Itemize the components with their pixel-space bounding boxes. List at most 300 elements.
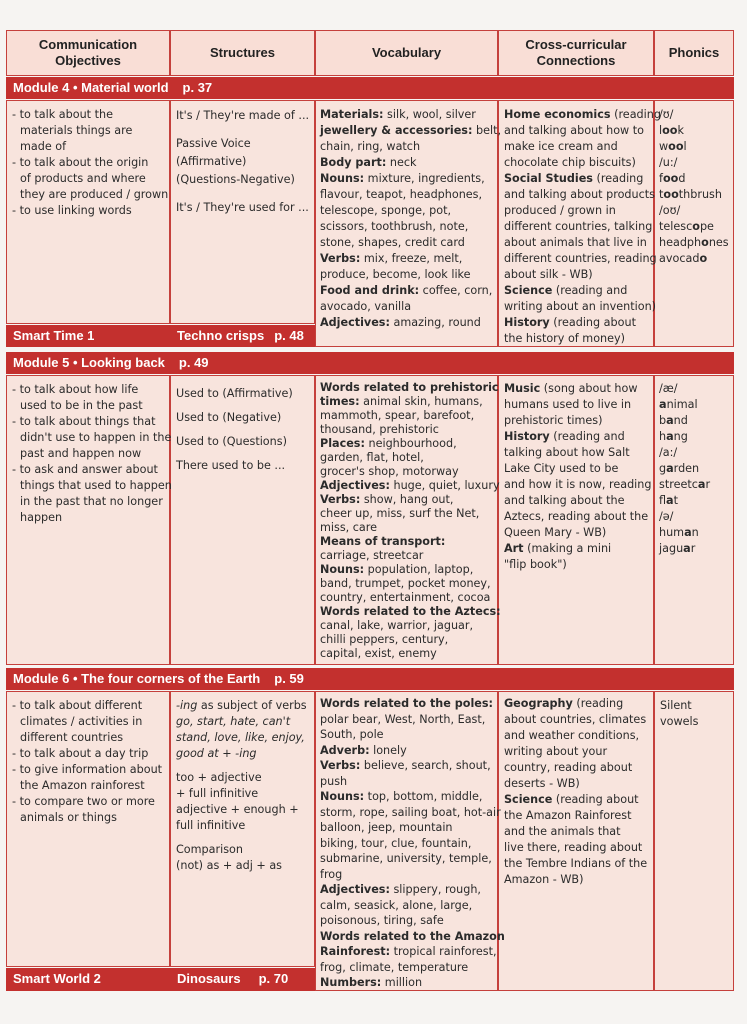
- reader-page: p. 70: [258, 971, 289, 986]
- line-text: writing about your: [504, 745, 608, 758]
- phonics-line: [659, 187, 729, 203]
- line-text: telescope, sponge, pot,: [320, 204, 452, 217]
- phonics-highlight: a: [666, 414, 674, 427]
- phonics-line: [659, 445, 710, 461]
- objective-line: - to talk about the origin: [12, 156, 149, 169]
- structure-text: full infinitive: [176, 819, 246, 832]
- phonics-text: /ə/: [659, 510, 674, 523]
- line-text: (reading and: [552, 284, 628, 297]
- cross-line: [504, 808, 647, 824]
- cross-line: [504, 429, 651, 445]
- phonics-text: nd: [673, 414, 688, 427]
- line-text: produce, become, look like: [320, 268, 471, 281]
- objective-line: things that used to happen: [20, 479, 172, 492]
- spacer: [176, 834, 307, 842]
- phonics-line: [659, 477, 710, 493]
- structure-line: It's / They're made of ...: [176, 109, 310, 122]
- structure-line: [176, 698, 307, 714]
- line-text: scissors, toothbrush, note,: [320, 220, 469, 233]
- objective-line: - to talk about the: [12, 108, 113, 121]
- m4-objectives-list: [12, 107, 168, 219]
- cross-line: [504, 381, 651, 397]
- line-text: about silk - WB): [504, 268, 593, 281]
- phonics-text: t: [659, 188, 664, 201]
- line-text: amazing, round: [389, 316, 481, 329]
- spacer: [176, 762, 307, 770]
- line-text: capital, exist, enemy: [320, 647, 437, 660]
- bold-term: times:: [320, 395, 360, 408]
- structure-line: It's / They're used for ...: [176, 201, 309, 214]
- structure-line: Used to (Negative): [176, 411, 282, 424]
- m5-vocabulary-list: [320, 381, 501, 661]
- line-text: frog, climate, temperature: [320, 960, 469, 974]
- phonics-text: Silent: [660, 699, 692, 712]
- m4-structures-list: [176, 107, 309, 217]
- line-text: canal, lake, warrior, jaguar,: [320, 619, 474, 632]
- cross-line: [504, 139, 661, 155]
- line-text: humans used to live in: [504, 398, 632, 411]
- phonics-line: [659, 461, 710, 477]
- header-phonics: Phonics: [654, 30, 734, 76]
- cross-line: [504, 331, 661, 347]
- vocab-line: [320, 944, 505, 960]
- vocab-line: [320, 805, 505, 821]
- line-text: band, trumpet, pocket money,: [320, 577, 491, 590]
- header-structures: Structures: [170, 30, 315, 76]
- phonics-text: l: [659, 124, 663, 137]
- bold-term: Adjectives:: [320, 883, 390, 896]
- vocab-line: [320, 913, 505, 929]
- line-text: cheer up, miss, surf the Net,: [320, 507, 480, 520]
- phonics-text: ng: [673, 430, 688, 443]
- phonics-highlight: o: [692, 220, 700, 233]
- line-text: belt,: [472, 124, 502, 137]
- phonics-highlight: o: [701, 236, 709, 249]
- bold-term: Art: [504, 542, 524, 555]
- module-6-page: p. 59: [274, 671, 304, 686]
- vocab-line: [320, 315, 501, 331]
- line-text: about animals that live in: [504, 236, 647, 249]
- cross-line: [504, 219, 661, 235]
- vocab-line: [320, 235, 501, 251]
- objective-line: - to talk about how life: [12, 383, 139, 396]
- vocab-line: [320, 619, 501, 633]
- smart-world-2-label: Smart World 2: [6, 968, 170, 991]
- phonics-line: [659, 107, 729, 123]
- objective-line: - to compare two or more: [12, 795, 155, 808]
- phonics-text: /a:/: [659, 446, 678, 459]
- phonics-line: [659, 203, 729, 219]
- objective-line: animals or things: [20, 811, 117, 824]
- line-text: biking, tour, clue, fountain,: [320, 836, 472, 850]
- phonics-text: f: [659, 172, 663, 185]
- phonics-line: [660, 698, 698, 714]
- reader-title: Techno crisps: [177, 328, 265, 343]
- vocab-line: [320, 507, 501, 521]
- vocab-line: [320, 521, 501, 535]
- cross-line: [504, 728, 647, 744]
- line-text: (reading: [610, 108, 661, 121]
- cross-line: [504, 509, 651, 525]
- m6-phonics-cell: [654, 691, 734, 991]
- phonics-line: [659, 171, 729, 187]
- phonics-line: [659, 235, 729, 251]
- bold-term: Social Studies: [504, 172, 593, 185]
- bold-term: Words related to the Aztecs:: [320, 605, 501, 618]
- bold-term: Adverb:: [320, 743, 370, 757]
- phonics-text: headph: [659, 236, 702, 249]
- line-text: show, hang out,: [360, 493, 454, 506]
- line-text: mammoth, spear, barefoot,: [320, 409, 475, 422]
- vocab-line: [320, 251, 501, 267]
- vocab-line: [320, 155, 501, 171]
- bold-term: Words related to prehistoric: [320, 381, 499, 394]
- phonics-line: [659, 397, 710, 413]
- objective-line: - to talk about a day trip: [12, 747, 149, 760]
- cross-line: [504, 251, 661, 267]
- cross-line: [504, 187, 664, 203]
- reader-title: Dinosaurs: [177, 971, 241, 986]
- cross-line: [504, 760, 647, 776]
- line-text: (reading: [592, 172, 644, 185]
- bold-term: Home economics: [504, 108, 611, 121]
- vocab-line: [320, 605, 501, 619]
- line-text: Queen Mary - WB): [504, 526, 607, 539]
- m4-vocabulary-list: [320, 107, 501, 331]
- cross-line: [504, 107, 661, 123]
- vocab-line: [320, 479, 501, 493]
- phonics-line: [659, 123, 729, 139]
- module-4-page: p. 37: [182, 80, 213, 95]
- phonics-line: [659, 429, 710, 445]
- vocab-line: [320, 789, 505, 805]
- vocab-line: [320, 203, 501, 219]
- structure-line: [176, 714, 307, 730]
- line-text: mix, freeze, melt,: [360, 252, 463, 265]
- phonics-text: r: [705, 478, 711, 491]
- cross-line: [504, 557, 651, 573]
- bold-term: Nouns:: [320, 790, 365, 803]
- line-text: poisonous, tiring, safe: [320, 914, 444, 927]
- cross-line: [504, 203, 661, 219]
- m6-objectives-list: [12, 698, 162, 826]
- phonics-text: d: [678, 172, 686, 185]
- bold-term: Body part:: [320, 156, 387, 169]
- m5-phonics-list: [659, 381, 710, 557]
- line-text: coffee, corn,: [419, 284, 493, 297]
- line-text: talking about how Salt: [504, 446, 630, 459]
- objective-line: happen: [20, 511, 63, 524]
- bold-term: Verbs:: [320, 493, 361, 506]
- cross-line: [504, 824, 647, 840]
- phonics-line: [659, 541, 710, 557]
- cross-line: [504, 776, 647, 792]
- cross-line: [504, 267, 661, 283]
- line-text: the history of money): [504, 332, 625, 345]
- structure-line: Passive Voice: [176, 137, 251, 150]
- line-text: carriage, streetcar: [320, 549, 424, 562]
- m6-phonics-list: [660, 698, 698, 730]
- line-text: Aztecs, reading about the: [504, 510, 649, 523]
- phonics-text: vowels: [660, 715, 699, 728]
- bold-term: Music: [504, 382, 541, 395]
- bold-term: Geography: [504, 697, 573, 710]
- line-text: neck: [386, 156, 417, 169]
- phonics-text: h: [659, 430, 667, 443]
- phonics-highlight: a: [697, 478, 706, 491]
- structure-italic: go, start, hate, can't: [176, 715, 291, 728]
- line-text: miss, care: [320, 521, 378, 534]
- phonics-line: [659, 219, 729, 235]
- phonics-text: /æ/: [659, 382, 678, 395]
- cross-line: [504, 712, 647, 728]
- reader-page: p. 48: [274, 328, 304, 343]
- line-text: (song about how: [540, 382, 638, 395]
- vocab-line: [320, 898, 505, 914]
- line-text: (reading: [572, 697, 624, 710]
- module-5-page: p. 49: [178, 355, 209, 370]
- structure-text: Comparison: [176, 843, 243, 856]
- bold-term: Adjectives:: [320, 316, 390, 329]
- line-text: polar bear, West, North, East,: [320, 712, 486, 726]
- module-5-band: [6, 352, 734, 374]
- objective-line: - to give information about: [12, 763, 163, 776]
- line-text: flavour, teapot, headphones,: [320, 188, 483, 201]
- phonics-line: [659, 139, 729, 155]
- line-text: (reading about: [552, 793, 639, 806]
- vocab-line: [320, 465, 501, 479]
- vocab-line: [320, 395, 501, 409]
- cross-line: [504, 123, 661, 139]
- vocab-line: [320, 929, 505, 945]
- bold-term: Adjectives:: [320, 479, 390, 492]
- objective-line: the Amazon rainforest: [20, 779, 145, 792]
- structure-line: (Affirmative): [176, 155, 247, 168]
- vocab-line: [320, 712, 505, 728]
- vocab-line: [320, 187, 501, 203]
- cross-line: [504, 872, 647, 888]
- vocab-line: [320, 267, 501, 283]
- vocab-line: [320, 139, 501, 155]
- line-text: push: [320, 774, 348, 788]
- line-text: chain, ring, watch: [320, 140, 421, 153]
- line-text: South, pole: [320, 728, 384, 741]
- vocab-line: [320, 867, 505, 883]
- phonics-line: [659, 493, 710, 509]
- phonics-line: [659, 155, 729, 171]
- m4-phonics-list: [659, 107, 729, 267]
- header-objectives: Communication Objectives: [6, 30, 170, 76]
- cross-line: [504, 171, 661, 187]
- structure-line: [176, 858, 307, 874]
- vocab-line: [320, 299, 501, 315]
- phonics-line: [659, 509, 710, 525]
- line-text: calm, seasick, alone, large,: [320, 898, 473, 912]
- vocab-line: [320, 107, 501, 123]
- structure-text: as subject of verbs: [197, 699, 307, 712]
- objective-line: used to be in the past: [20, 399, 143, 412]
- phonics-text: n: [691, 526, 699, 539]
- bold-term: Materials:: [320, 108, 384, 121]
- phonics-highlight: oo: [662, 124, 678, 137]
- line-text: stone, shapes, credit card: [320, 236, 465, 249]
- vocab-line: [320, 451, 501, 465]
- cross-line: [504, 235, 661, 251]
- cross-line: [504, 493, 651, 509]
- line-text: top, bottom, middle,: [364, 790, 483, 803]
- m4-crosscurricular-list: [504, 107, 664, 347]
- vocab-line: [320, 591, 501, 605]
- vocab-line: [320, 743, 505, 759]
- phonics-text: fl: [659, 494, 667, 507]
- phonics-text: /ʊ/: [659, 108, 674, 121]
- structure-line: [176, 802, 307, 818]
- structure-text: too + adjective: [176, 771, 262, 784]
- line-text: the Tembre Indians of the: [504, 857, 648, 870]
- structure-text: + full infinitive: [176, 787, 259, 800]
- cross-line: [504, 477, 651, 493]
- cross-line: [504, 856, 647, 872]
- phonics-line: [659, 381, 710, 397]
- objective-line: - to talk about different: [12, 699, 143, 712]
- phonics-text: hum: [659, 526, 685, 539]
- objective-line: - to talk about things that: [12, 415, 156, 428]
- bold-term: Science: [504, 284, 553, 297]
- structure-italic: -ing: [176, 699, 198, 712]
- vocab-line: [320, 882, 505, 898]
- vocab-line: [320, 960, 505, 976]
- phonics-text: rden: [673, 462, 700, 475]
- cross-line: [504, 413, 651, 429]
- m6-crosscurricular-list: [504, 696, 647, 888]
- line-text: tropical rainforest,: [390, 945, 497, 958]
- structure-line: [176, 786, 307, 802]
- line-text: and talking about how to: [504, 124, 644, 137]
- objective-line: of products and where: [20, 172, 146, 185]
- line-text: the Amazon Rainforest: [504, 809, 632, 822]
- phonics-text: /u:/: [659, 156, 678, 169]
- vocab-line: [320, 549, 501, 563]
- phonics-text: r: [690, 542, 696, 555]
- phonics-highlight: a: [666, 494, 674, 507]
- m6-vocabulary-list: [320, 696, 505, 991]
- phonics-text: t: [673, 494, 678, 507]
- line-text: prehistoric times): [504, 414, 603, 427]
- phonics-highlight: oo: [662, 172, 679, 185]
- cross-line: [504, 461, 651, 477]
- phonics-line: [660, 714, 698, 730]
- cross-line: [504, 315, 661, 331]
- vocab-line: [320, 975, 505, 991]
- line-text: and weather conditions,: [504, 729, 640, 742]
- structure-line: Used to (Questions): [176, 435, 287, 448]
- module-6-title: Module 6 • The four corners of the Earth: [13, 671, 261, 686]
- line-text: Lake City used to be: [504, 462, 619, 475]
- objective-line: climates / activities in: [20, 715, 143, 728]
- m5-objectives-list: [12, 382, 172, 526]
- cross-line: [504, 283, 661, 299]
- line-text: country, reading about: [504, 761, 633, 774]
- vocab-line: [320, 283, 501, 299]
- line-text: writing about an invention): [504, 300, 657, 313]
- cross-line: [504, 840, 647, 856]
- reader-techno-crisps: [170, 325, 315, 347]
- phonics-line: [659, 525, 710, 541]
- vocab-line: [320, 696, 505, 712]
- line-text: neighbourhood,: [364, 437, 457, 450]
- structure-line: There used to be ...: [176, 459, 286, 472]
- vocab-line: [320, 381, 501, 395]
- phonics-highlight: a: [666, 430, 674, 443]
- phonics-highlight: oo: [668, 140, 684, 153]
- line-text: frog: [320, 867, 343, 881]
- phonics-text: nes: [708, 236, 729, 249]
- structure-text: (not) as + adj + as: [176, 859, 283, 872]
- line-text: "flip book"): [504, 558, 567, 571]
- bold-term: Verbs:: [320, 759, 361, 772]
- vocab-line: [320, 633, 501, 647]
- phonics-text: w: [659, 140, 669, 153]
- line-text: (making a mini: [523, 542, 612, 555]
- line-text: population, laptop,: [364, 563, 474, 576]
- cross-line: [504, 541, 651, 557]
- structure-italic: stand, love, like, enjoy,: [176, 731, 305, 744]
- line-text: balloon, jeep, mountain: [320, 821, 453, 834]
- line-text: garden, flat, hotel,: [320, 451, 424, 464]
- m6-structures-list: [176, 698, 307, 874]
- bold-term: Food and drink:: [320, 284, 420, 297]
- objective-line: didn't use to happen in the: [20, 431, 172, 444]
- objective-line: materials things are: [20, 124, 133, 137]
- cross-line: [504, 744, 647, 760]
- header-vocabulary: Vocabulary: [315, 30, 498, 76]
- vocab-line: [320, 820, 505, 836]
- cross-line: [504, 792, 647, 808]
- bold-term: Places:: [320, 437, 365, 450]
- objective-line: past and happen now: [20, 447, 142, 460]
- structure-italic: good at + -ing: [176, 747, 257, 760]
- module-5-title: Module 5 • Looking back: [13, 355, 165, 370]
- cross-line: [504, 155, 661, 171]
- line-text: Amazon - WB): [504, 873, 584, 886]
- cross-line: [504, 445, 651, 461]
- module-4-band: [6, 77, 734, 99]
- line-text: animal skin, humans,: [359, 395, 483, 408]
- structure-line: [176, 818, 307, 834]
- vocab-line: [320, 758, 505, 774]
- line-text: storm, rope, sailing boat, hot-air: [320, 805, 501, 819]
- line-text: (reading about: [549, 316, 636, 329]
- module-4-title: Module 4 • Material world: [13, 80, 169, 95]
- line-text: avocado, vanilla: [320, 300, 412, 313]
- smart-time-1-label: Smart Time 1: [6, 325, 170, 347]
- structure-line: (Questions-Negative): [176, 173, 295, 186]
- line-text: grocer's shop, motorway: [320, 465, 459, 478]
- structure-line: [176, 842, 307, 858]
- cross-line: [504, 696, 647, 712]
- module-6-band: [6, 668, 734, 690]
- structure-line: [176, 746, 307, 762]
- vocab-line: [320, 171, 501, 187]
- vocab-line: [320, 219, 501, 235]
- bold-term: Numbers:: [320, 976, 382, 989]
- line-text: silk, wool, silver: [383, 108, 476, 121]
- vocab-line: [320, 123, 501, 139]
- structure-line: [176, 770, 307, 786]
- line-text: and the animals that: [504, 825, 621, 838]
- phonics-text: streetc: [659, 478, 698, 491]
- phonics-text: jagu: [659, 542, 684, 555]
